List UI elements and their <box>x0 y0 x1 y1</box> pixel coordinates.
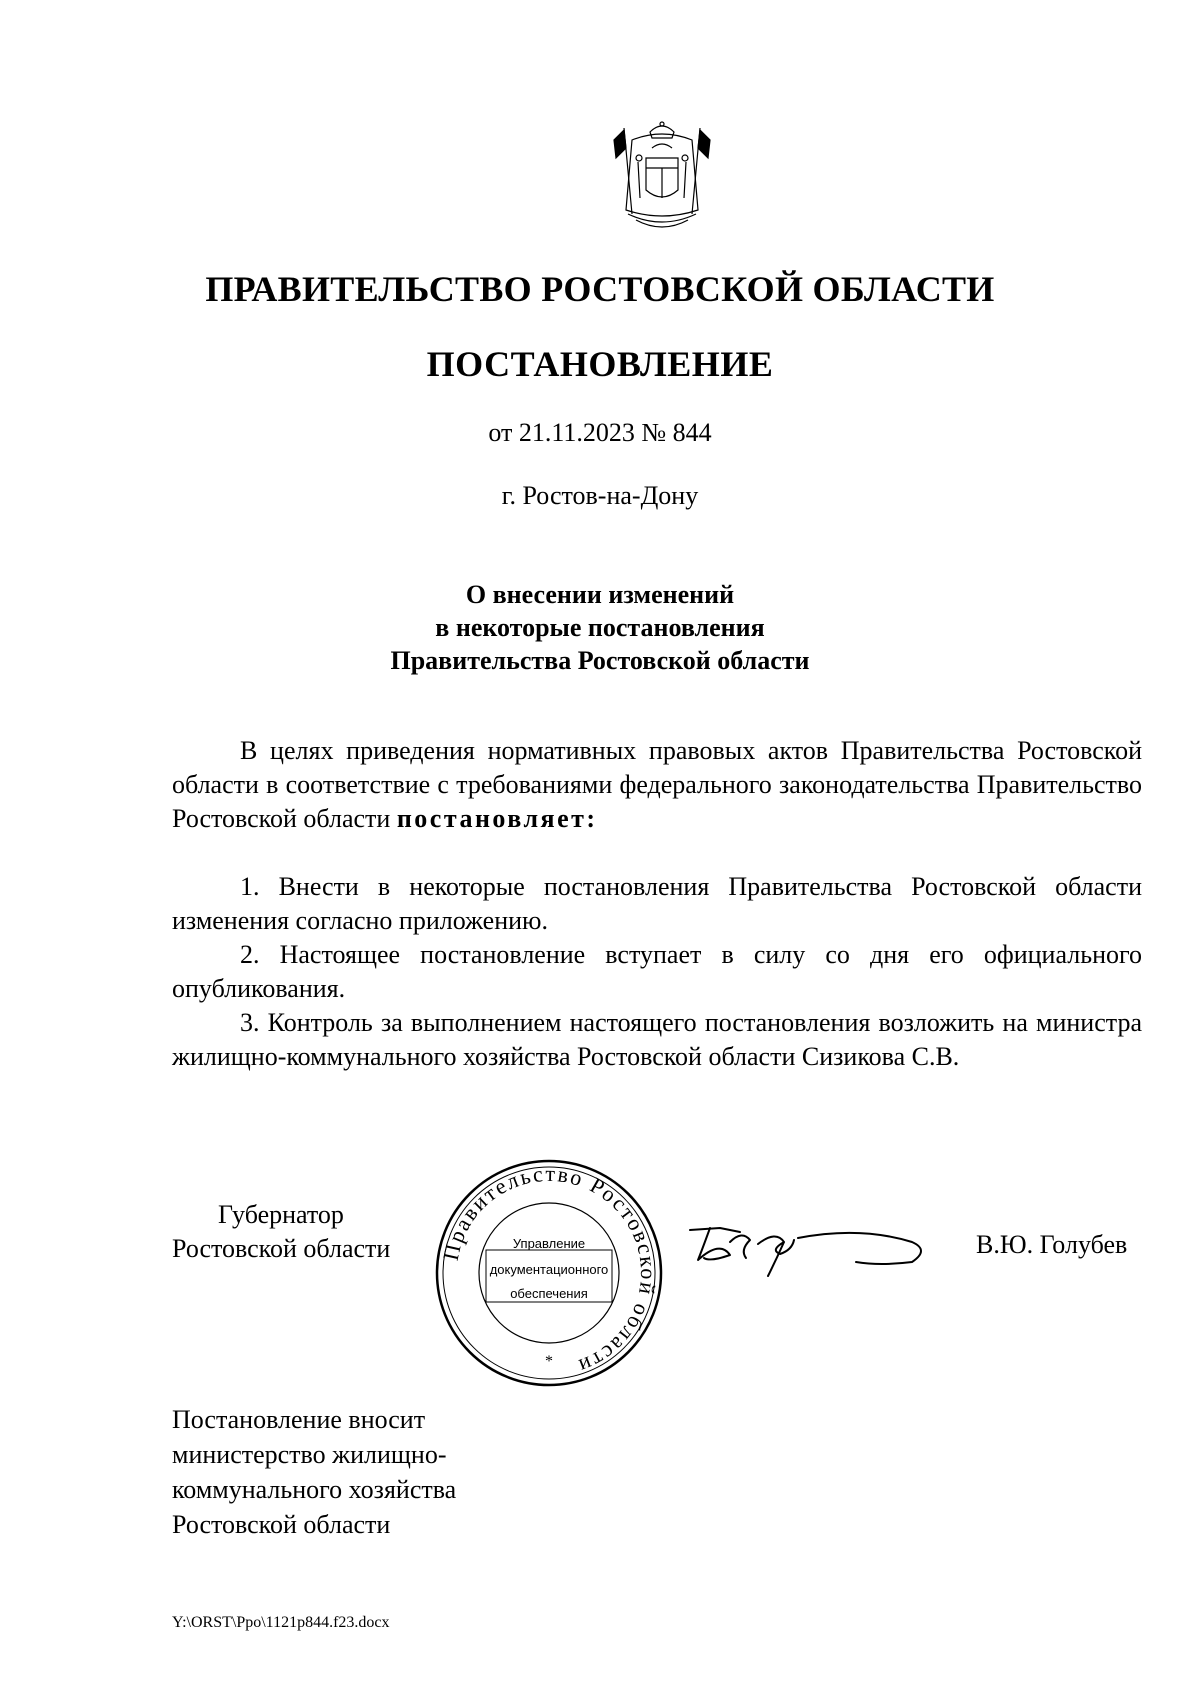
handwritten-signature <box>680 1200 940 1290</box>
subject-line: О внесении изменений <box>465 580 735 609</box>
official-seal-stamp <box>434 1158 664 1388</box>
signatory-title-line: Ростовской области <box>172 1234 391 1263</box>
document-date-number: от 21.11.2023 № 844 <box>488 418 712 447</box>
document-subject <box>0 578 1200 677</box>
organization-title: ПРАВИТЕЛЬСТВО РОСТОВСКОЙ ОБЛАСТИ <box>205 269 995 309</box>
preamble-text: В целях приведения нормативных правовых актов Правительства Ростовской области в соответствие с требованиями федерального законодательства Правительство Ростовской области <box>172 736 1142 833</box>
submitter-line: коммунального хозяйства <box>172 1475 457 1504</box>
preamble-paragraph <box>172 734 1142 836</box>
svg-text:Управление: Управление <box>512 1236 586 1251</box>
signatory-name: В.Ю. Голубев <box>976 1230 1128 1259</box>
svg-text:Правительство Ростовской облас: Правительство Ростовской области <box>437 1160 662 1380</box>
submitter-line: Ростовской области <box>172 1510 391 1539</box>
svg-text:документационного: документационного <box>489 1262 609 1277</box>
document-city: г. Ростов-на-Дону <box>501 481 699 510</box>
coat-of-arms-icon <box>602 118 722 238</box>
resolution-item: 3. Контроль за выполнением настоящего постановления возложить на министра жилищно-коммунального хозяйства Ростовской области Сизикова С.В. <box>172 1008 1142 1071</box>
submitter-line: Постановление вносит <box>172 1405 426 1434</box>
svg-text:обеспечения: обеспечения <box>510 1286 588 1301</box>
file-path: Y:\ORST\Ppo\1121p844.f23.docx <box>172 1614 390 1631</box>
document-type: ПОСТАНОВЛЕНИЕ <box>426 344 774 384</box>
svg-text:*: * <box>545 1353 553 1370</box>
resolution-item: 2. Настоящее постановление вступает в силу со дня его официального опубликования. <box>172 940 1142 1003</box>
resolution-item: 1. Внести в некоторые постановления Правительства Ростовской области изменения согласно приложению. <box>172 872 1142 935</box>
subject-line: Правительства Ростовской области <box>390 646 810 675</box>
subject-line: в некоторые постановления <box>435 613 765 642</box>
submitter-note <box>172 1402 456 1542</box>
submitter-line: министерство жилищно- <box>172 1440 447 1469</box>
signatory-title <box>172 1198 390 1266</box>
signatory-title-line: Губернатор <box>218 1200 344 1229</box>
resolution-items <box>172 870 1142 1074</box>
preamble-keyword: постановляет: <box>396 804 598 833</box>
